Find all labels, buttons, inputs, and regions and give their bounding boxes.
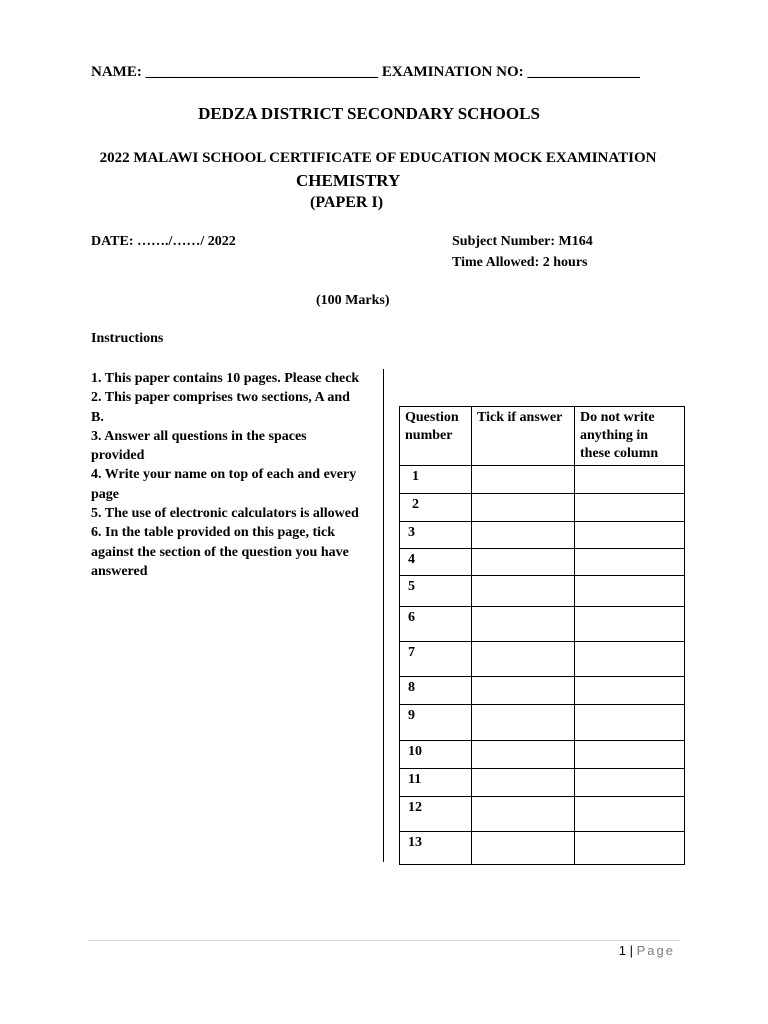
instructions-heading: Instructions [91, 331, 164, 346]
examiner-cell [575, 607, 685, 642]
table-header-row [400, 407, 685, 466]
examiner-cell [575, 769, 685, 797]
instruction-item: 5. The use of electronic calculators is allowed [91, 506, 359, 522]
tick-cell[interactable] [472, 642, 575, 677]
table-row [400, 494, 685, 522]
examiner-cell [575, 832, 685, 865]
table-row [400, 797, 685, 832]
date-line: DATE: ……./……/ 2022 [91, 234, 236, 249]
tick-cell[interactable] [472, 769, 575, 797]
table-row [400, 832, 685, 865]
question-number: 4 [400, 549, 472, 576]
exam-title: 2022 MALAWI SCHOOL CERTIFICATE OF EDUCATION MOCK EXAMINATION [99, 150, 657, 166]
tick-cell[interactable] [472, 741, 575, 769]
question-number: 5 [400, 576, 472, 607]
footer-rule [88, 940, 680, 941]
examiner-cell [575, 677, 685, 705]
table-row [400, 466, 685, 494]
instruction-item: 2. This paper comprises two sections, A and B. [91, 390, 350, 425]
tick-cell[interactable] [472, 576, 575, 607]
question-number: 10 [400, 741, 472, 769]
examiner-cell [575, 741, 685, 769]
examiner-cell [575, 522, 685, 549]
examiner-cell [575, 494, 685, 522]
name-exam-no-line: NAME: _______________________________ EXAMINATION NO: _______________ [91, 64, 640, 80]
tick-cell[interactable] [472, 494, 575, 522]
table-row [400, 576, 685, 607]
table-row [400, 549, 685, 576]
page-label: Page [636, 943, 675, 958]
instruction-item: 3. Answer all questions in the spaces provided [91, 428, 307, 464]
question-number: 6 [400, 607, 472, 642]
instruction-item: 4. Write your name on top of each and every page [91, 467, 357, 502]
tick-cell[interactable] [472, 705, 575, 741]
tick-cell[interactable] [472, 522, 575, 549]
tick-cell[interactable] [472, 466, 575, 494]
question-number: 8 [400, 677, 472, 705]
tick-cell[interactable] [472, 607, 575, 642]
question-number: 7 [400, 642, 472, 677]
table-row [400, 769, 685, 797]
district-title: DEDZA DISTRICT SECONDARY SCHOOLS [198, 104, 540, 123]
tick-cell[interactable] [472, 832, 575, 865]
question-number: 9 [400, 705, 472, 741]
question-number: 3 [400, 522, 472, 549]
subject-number: Subject Number: M164 [452, 234, 593, 249]
table-row [400, 522, 685, 549]
question-number: 13 [400, 832, 472, 865]
time-allowed: Time Allowed: 2 hours [452, 255, 588, 270]
col-tick-if-answer: Tick if answer [472, 407, 575, 466]
tick-cell[interactable] [472, 677, 575, 705]
examiner-cell [575, 797, 685, 832]
col-question-number: Question number [400, 407, 472, 466]
total-marks: (100 Marks) [316, 293, 390, 308]
examiner-cell [575, 549, 685, 576]
page-footer [619, 943, 675, 958]
question-number: 11 [400, 769, 472, 797]
examiner-cell [575, 576, 685, 607]
page-number: 1 [618, 943, 626, 958]
question-number: 12 [400, 797, 472, 832]
table-row [400, 705, 685, 741]
table-row [400, 741, 685, 769]
table-row [400, 677, 685, 705]
page-separator: | [629, 943, 633, 958]
instruction-item: 1. This paper contains 10 pages. Please check [91, 371, 360, 386]
question-number: 2 [400, 494, 472, 522]
tick-cell[interactable] [472, 549, 575, 576]
question-number: 1 [400, 466, 472, 494]
tick-cell[interactable] [472, 797, 575, 832]
examiner-cell [575, 642, 685, 677]
question-tick-table [399, 406, 685, 865]
col-do-not-write: Do not write anything in these column [575, 407, 685, 466]
paper-title: (PAPER I) [310, 194, 384, 211]
subject-title: CHEMISTRY [296, 171, 401, 190]
examiner-cell [575, 466, 685, 494]
examiner-cell [575, 705, 685, 741]
table-row [400, 642, 685, 677]
table-row [400, 607, 685, 642]
instruction-item: 6. In the table provided on this page, tick against the section of the question you have answered [91, 525, 349, 579]
instructions-list [91, 369, 361, 581]
vertical-divider [383, 369, 384, 862]
